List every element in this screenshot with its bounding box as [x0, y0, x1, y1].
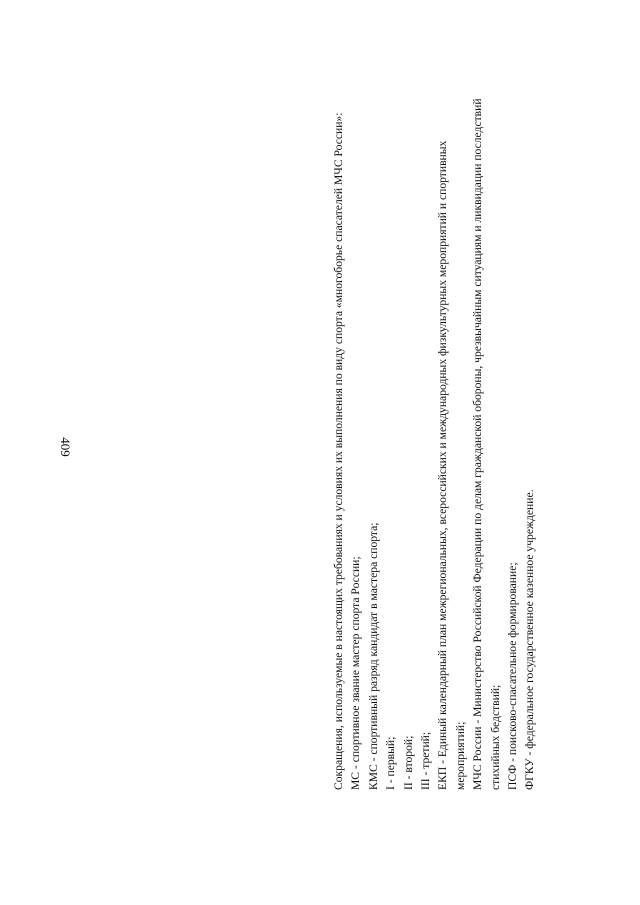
abbreviation-second: II - второй; [401, 735, 415, 790]
abbreviations-intro: Сокращения, используемые в настоящих требованиях и условиях их выполнения по виду спорта «многоборье спасателей МЧС России»: [332, 112, 345, 790]
page-number: 409 [58, 437, 73, 457]
abbreviation-psf: ПСФ - поисково-спасательное формирование; [506, 562, 520, 790]
abbreviation-first: I - первый; [384, 736, 398, 790]
abbreviation-ms: МС - спортивное звание мастер спорта России; [349, 556, 363, 790]
abbreviation-kms: КМС - спортивный разряд кандидат в мастера спорта; [366, 522, 380, 790]
abbreviations-block [330, 90, 539, 790]
abbreviation-mchs: МЧС России - Министерство Российской Федерации по делам гражданской обороны, чрезвычайным ситуациям и ликвидации последствий стихийных бедствий; [471, 98, 502, 790]
abbreviation-fgku: ФГКУ - федеральное государственное казенное учреждение. [523, 489, 537, 790]
abbreviation-ekp: ЕКП - Единый календарный план межрегиональных, всероссийских и международных физкультурных мероприятий и спортивных мероприятий; [436, 140, 467, 790]
abbreviation-third: III - третий; [419, 731, 433, 790]
